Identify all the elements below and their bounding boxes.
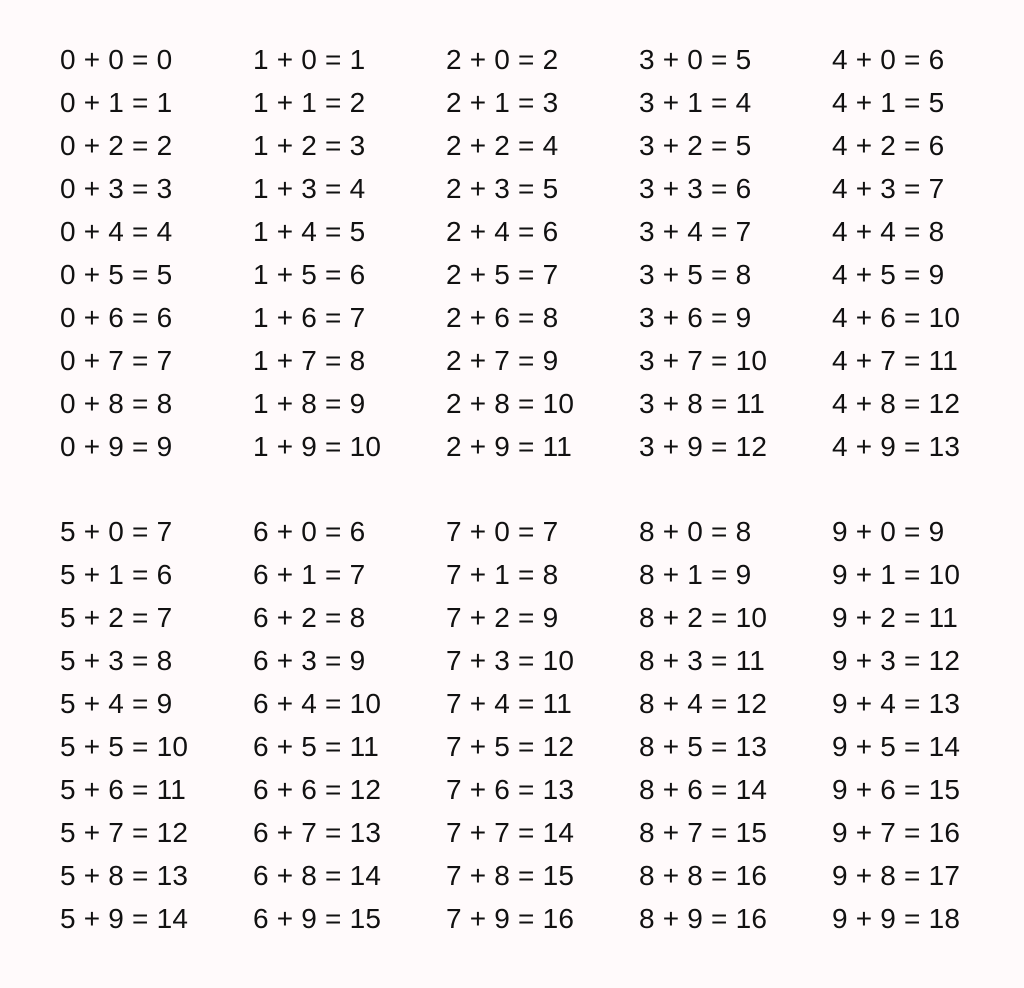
- equation: 6 + 7 = 13: [253, 817, 382, 848]
- equation: 8 + 7 = 15: [639, 817, 768, 848]
- equation: 5 + 6 = 11: [60, 774, 187, 805]
- equation: 3 + 1 = 4: [639, 87, 752, 118]
- equation: 9 + 6 = 15: [832, 774, 961, 805]
- equation: 9 + 8 = 17: [832, 860, 961, 891]
- equation: 3 + 7 = 10: [639, 345, 768, 376]
- equation: 2 + 4 = 6: [446, 216, 559, 247]
- equation: 6 + 1 = 7: [253, 559, 366, 590]
- equation: 4 + 9 = 13: [832, 431, 961, 462]
- addition-block-top: [60, 38, 1024, 468]
- equation: 6 + 3 = 9: [253, 645, 366, 676]
- equation: 9 + 0 = 9: [832, 516, 945, 547]
- equation: 2 + 8 = 10: [446, 388, 575, 419]
- equation: 8 + 4 = 12: [639, 688, 768, 719]
- equation-column: [253, 38, 446, 468]
- equation: 4 + 6 = 10: [832, 302, 961, 333]
- equation-column: [639, 38, 832, 468]
- equation: 4 + 1 = 5: [832, 87, 945, 118]
- equation: 8 + 8 = 16: [639, 860, 768, 891]
- equation: 7 + 9 = 16: [446, 903, 575, 934]
- equation: 1 + 7 = 8: [253, 345, 366, 376]
- equation: 0 + 1 = 1: [60, 87, 173, 118]
- equation: 4 + 2 = 6: [832, 130, 945, 161]
- equation: 7 + 4 = 11: [446, 688, 573, 719]
- equation: 6 + 9 = 15: [253, 903, 382, 934]
- equation: 8 + 9 = 16: [639, 903, 768, 934]
- equation-column: [639, 510, 832, 940]
- equation: 2 + 9 = 11: [446, 431, 573, 462]
- equation: 1 + 2 = 3: [253, 130, 366, 161]
- equation-column: [60, 510, 253, 940]
- equation: 3 + 9 = 12: [639, 431, 768, 462]
- equation: 5 + 2 = 7: [60, 602, 173, 633]
- equation: 8 + 5 = 13: [639, 731, 768, 762]
- equation: 8 + 2 = 10: [639, 602, 768, 633]
- equation: 1 + 6 = 7: [253, 302, 366, 333]
- equation: 1 + 3 = 4: [253, 173, 366, 204]
- equation: 7 + 1 = 8: [446, 559, 559, 590]
- equation: 3 + 0 = 5: [639, 44, 752, 75]
- equation: 5 + 4 = 9: [60, 688, 173, 719]
- equation: 5 + 0 = 7: [60, 516, 173, 547]
- equation: 6 + 6 = 12: [253, 774, 382, 805]
- equation: 2 + 0 = 2: [446, 44, 559, 75]
- equation: 3 + 3 = 6: [639, 173, 752, 204]
- equation: 6 + 8 = 14: [253, 860, 382, 891]
- equation: 7 + 3 = 10: [446, 645, 575, 676]
- equation-column: [832, 38, 1024, 468]
- equation: 3 + 4 = 7: [639, 216, 752, 247]
- equation: 9 + 5 = 14: [832, 731, 961, 762]
- equation: 0 + 2 = 2: [60, 130, 173, 161]
- equation: 4 + 5 = 9: [832, 259, 945, 290]
- equation: 6 + 2 = 8: [253, 602, 366, 633]
- equation: 5 + 5 = 10: [60, 731, 189, 762]
- equation: 7 + 8 = 15: [446, 860, 575, 891]
- equation-column: [60, 38, 253, 468]
- equation: 3 + 6 = 9: [639, 302, 752, 333]
- equation: 4 + 0 = 6: [832, 44, 945, 75]
- equation: 5 + 9 = 14: [60, 903, 189, 934]
- equation: 8 + 0 = 8: [639, 516, 752, 547]
- equation: 7 + 6 = 13: [446, 774, 575, 805]
- equation: 0 + 0 = 0: [60, 44, 173, 75]
- equation: 4 + 8 = 12: [832, 388, 961, 419]
- equation: 7 + 0 = 7: [446, 516, 559, 547]
- equation: 7 + 2 = 9: [446, 602, 559, 633]
- equation: 9 + 1 = 10: [832, 559, 961, 590]
- equation: 9 + 9 = 18: [832, 903, 961, 934]
- equation: 9 + 2 = 11: [832, 602, 959, 633]
- equation: 0 + 9 = 9: [60, 431, 173, 462]
- equation: 5 + 8 = 13: [60, 860, 189, 891]
- equation: 2 + 5 = 7: [446, 259, 559, 290]
- equation: 4 + 7 = 11: [832, 345, 959, 376]
- equation: 5 + 3 = 8: [60, 645, 173, 676]
- equation: 9 + 7 = 16: [832, 817, 961, 848]
- equation: 2 + 3 = 5: [446, 173, 559, 204]
- equation: 8 + 3 = 11: [639, 645, 766, 676]
- addition-block-bottom: [60, 510, 1024, 940]
- equation: 4 + 3 = 7: [832, 173, 945, 204]
- equation: 1 + 4 = 5: [253, 216, 366, 247]
- equation-column: [446, 510, 639, 940]
- equation: 3 + 5 = 8: [639, 259, 752, 290]
- equation: 9 + 3 = 12: [832, 645, 961, 676]
- equation: 0 + 7 = 7: [60, 345, 173, 376]
- equation: 0 + 4 = 4: [60, 216, 173, 247]
- equation: 2 + 1 = 3: [446, 87, 559, 118]
- equation: 8 + 6 = 14: [639, 774, 768, 805]
- equation: 2 + 2 = 4: [446, 130, 559, 161]
- equation: 5 + 1 = 6: [60, 559, 173, 590]
- equation: 7 + 5 = 12: [446, 731, 575, 762]
- equation: 1 + 1 = 2: [253, 87, 366, 118]
- equation: 6 + 4 = 10: [253, 688, 382, 719]
- equation: 1 + 5 = 6: [253, 259, 366, 290]
- equation: 2 + 6 = 8: [446, 302, 559, 333]
- equation: 0 + 6 = 6: [60, 302, 173, 333]
- equation: 8 + 1 = 9: [639, 559, 752, 590]
- equation: 1 + 8 = 9: [253, 388, 366, 419]
- equation: 0 + 3 = 3: [60, 173, 173, 204]
- equation: 0 + 5 = 5: [60, 259, 173, 290]
- equation-column: [832, 510, 1024, 940]
- equation: 7 + 7 = 14: [446, 817, 575, 848]
- equation: 5 + 7 = 12: [60, 817, 189, 848]
- equation: 1 + 0 = 1: [253, 44, 366, 75]
- equation: 6 + 0 = 6: [253, 516, 366, 547]
- equation: 4 + 4 = 8: [832, 216, 945, 247]
- equation: 1 + 9 = 10: [253, 431, 382, 462]
- equation-column: [446, 38, 639, 468]
- equation: 9 + 4 = 13: [832, 688, 961, 719]
- equation: 3 + 8 = 11: [639, 388, 766, 419]
- equation: 2 + 7 = 9: [446, 345, 559, 376]
- equation: 0 + 8 = 8: [60, 388, 173, 419]
- equation-column: [253, 510, 446, 940]
- equation: 6 + 5 = 11: [253, 731, 380, 762]
- equation: 3 + 2 = 5: [639, 130, 752, 161]
